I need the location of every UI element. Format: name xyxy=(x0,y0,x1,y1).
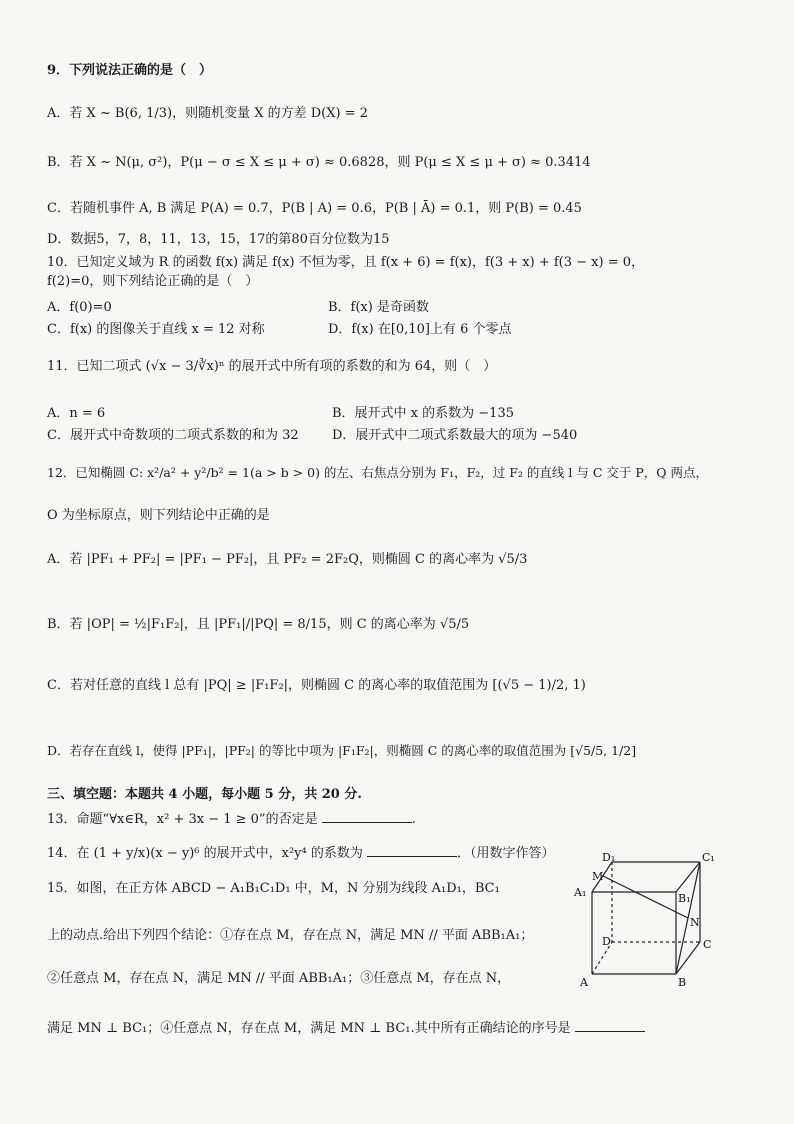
q12-stem-2: O 为坐标原点，则下列结论中正确的是 xyxy=(47,508,270,523)
q13-answer-blank[interactable] xyxy=(322,810,412,823)
q9-option-a: A．若 X ~ B(6, 1/3)，则随机变量 X 的方差 D(X) = 2 xyxy=(47,106,368,121)
q9-option-b: B．若 X ~ N(μ, σ²)，P(μ − σ ≤ X ≤ μ + σ) ≈ 0.6828，则 P(μ ≤ X ≤ μ + σ) ≈ 0.3414 xyxy=(47,155,591,170)
q11-option-b: B．展开式中 x 的系数为 −135 xyxy=(332,406,514,421)
label-c1: C₁ xyxy=(702,852,715,864)
label-m: M xyxy=(592,870,604,883)
label-b: B xyxy=(678,976,687,989)
label-b1: B₁ xyxy=(678,892,691,905)
q13-line: 13．命题“∀x∈R，x² + 3x − 1 ≥ 0”的否定是 . xyxy=(47,812,416,827)
q10-option-a: A．f(0)=0 xyxy=(47,300,112,315)
q11-stem: 11．已知二项式 (√x − 3/∛x)ⁿ 的展开式中所有项的系数的和为 64，则（ ） xyxy=(47,359,497,374)
q15-line-4 xyxy=(47,1019,645,1036)
label-d1: D₁ xyxy=(602,852,616,864)
q12-option-b: B．若 |OP| = ½|F₁F₂|，且 |PF₁|/|PQ| = 8/15，则 C 的离心率为 √5/5 xyxy=(47,617,470,632)
q9-stem: 9．下列说法正确的是（ ） xyxy=(47,63,213,78)
q15-answer-blank[interactable] xyxy=(575,1019,645,1032)
label-c: C xyxy=(703,938,712,951)
q11-option-d: D．展开式中二项式系数最大的项为 −540 xyxy=(332,428,578,443)
label-n: N xyxy=(690,916,700,929)
q15-line-4-text: 满足 MN ⊥ BC₁；④任意点 N，存在点 M，满足 MN ⊥ BC₁.其中所有正确结论的序号是 xyxy=(47,1021,571,1036)
q11-option-c: C．展开式中奇数项的二项式系数的和为 32 xyxy=(47,428,299,443)
label-a: A xyxy=(580,976,588,989)
cube-figure xyxy=(572,852,722,992)
q10-option-d: D．f(x) 在[0,10]上有 6 个零点 xyxy=(328,322,512,337)
label-d: D xyxy=(602,935,611,948)
q9-option-d: D．数据5，7，8，11，13，15，17的第80百分位数为15 xyxy=(47,232,390,247)
q10-stem-2: f(2)=0，则下列结论正确的是（ ） xyxy=(47,274,259,289)
q12-option-a: A．若 |PF₁ + PF₂| = |PF₁ − PF₂|，且 PF₂ = 2F₂Q，则椭圆 C 的离心率为 √5/3 xyxy=(47,552,528,567)
q14-text: 14．在 (1 + y/x)(x − y)⁶ 的展开式中，x²y⁴ 的系数为 xyxy=(47,846,363,861)
q12-option-c: C．若对任意的直线 l 总有 |PQ| ≥ |F₁F₂|，则椭圆 C 的离心率的取值范围为 [(√5 − 1)/2, 1) xyxy=(47,678,586,693)
q10-option-c: C．f(x) 的图像关于直线 x = 12 对称 xyxy=(47,322,265,337)
q15-line-1: 15．如图，在正方体 ABCD − A₁B₁C₁D₁ 中，M，N 分别为线段 A₁D₁，BC₁ xyxy=(47,881,500,896)
q12-stem-1: 12．已知椭圆 C: x²/a² + y²/b² = 1(a > b > 0) 的左、右焦点分别为 F₁，F₂，过 F₂ 的直线 l 与 C 交于 P，Q 两点， xyxy=(47,465,708,480)
section-3-heading: 三、填空题：本题共 4 小题，每小题 5 分，共 20 分. xyxy=(47,787,362,802)
q15-line-2: 上的动点.给出下列四个结论：①存在点 M，存在点 N，满足 MN // 平面 ABB₁A₁； xyxy=(47,928,534,943)
q10-stem-1: 10．已知定义域为 R 的函数 f(x) 满足 f(x) 不恒为零，且 f(x + 6) = f(x)，f(3 + x) + f(3 − x) = 0， xyxy=(47,255,645,270)
q15-line-3: ②任意点 M，存在点 N，满足 MN // 平面 ABB₁A₁；③任意点 M，存在点 N， xyxy=(47,971,511,986)
q12-option-d: D．若存在直线 l，使得 |PF₁|，|PF₂| 的等比中项为 |F₁F₂|，则椭圆 C 的离心率的取值范围为 [√5/5, 1/2] xyxy=(47,743,637,758)
q9-option-c: C．若随机事件 A, B 满足 P(A) = 0.7，P(B | A) = 0.6，P(B | Ā) = 0.1，则 P(B) = 0.45 xyxy=(47,201,582,216)
q10-option-b: B．f(x) 是奇函数 xyxy=(328,300,429,315)
q14-answer-blank[interactable] xyxy=(367,844,457,857)
q13-text: 13．命题“∀x∈R，x² + 3x − 1 ≥ 0”的否定是 xyxy=(47,812,318,827)
label-a1: A₁ xyxy=(574,886,587,899)
q11-option-a: A．n = 6 xyxy=(47,406,106,421)
q14-note: ．（用数字作答） xyxy=(457,846,555,861)
segment-m-n xyxy=(603,876,688,918)
q14-line xyxy=(47,844,555,861)
